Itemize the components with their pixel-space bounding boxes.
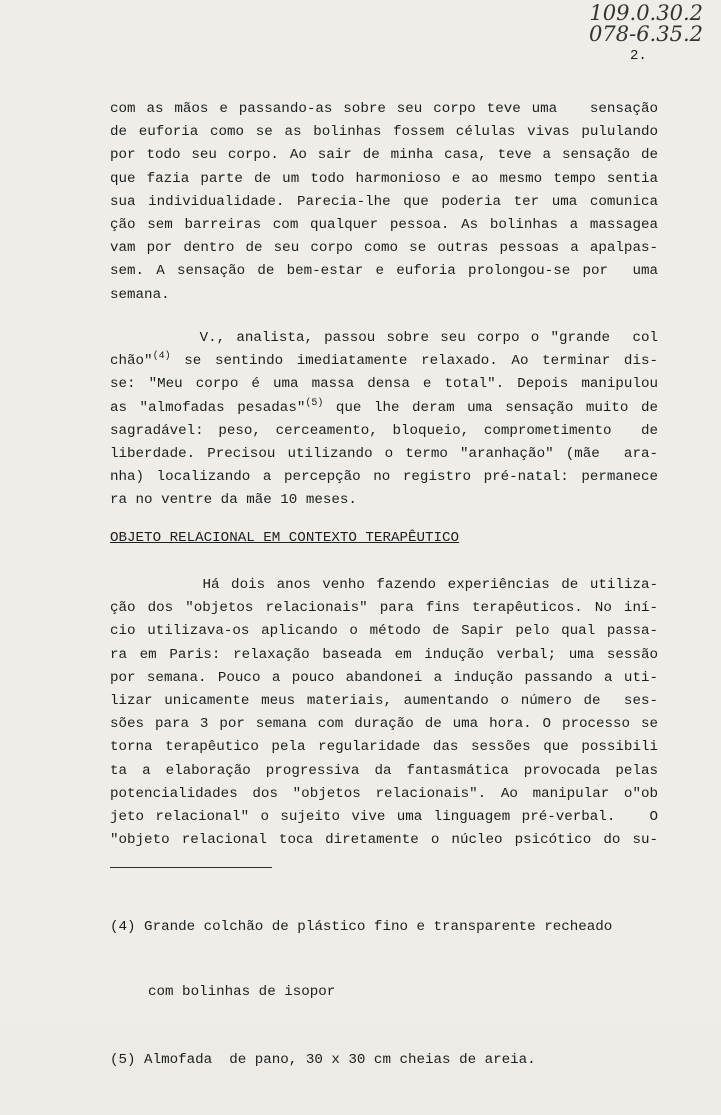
text-line: por todo seu corpo. Ao sair de minha casa, teve a sensação de xyxy=(110,147,658,164)
footnote-ref-4: (4) xyxy=(152,351,171,363)
text-line: potencialidades dos "objetos relacionais". Ao manipular o"ob xyxy=(110,785,658,802)
text-line: ra no ventre da mãe 10 meses. xyxy=(110,492,357,509)
paragraph-3 xyxy=(110,574,658,852)
footnote-4-line-2: com bolinhas de isopor xyxy=(148,983,336,1000)
text-fragment: que lhe deram uma sensação muito de xyxy=(323,399,658,416)
text-fragment: chão" xyxy=(110,353,153,370)
text-line: ção dos "objetos relacionais" para fins terapêuticos. No iní- xyxy=(110,600,658,617)
text-line: sões para 3 por semana com duração de uma hora. O processo se xyxy=(110,716,658,733)
text-line: lizar unicamente meus materiais, aumentando o número de ses- xyxy=(110,693,658,710)
section-heading: OBJETO RELACIONAL EM CONTEXTO TERAPÊUTICO xyxy=(110,530,460,546)
paragraph-1 xyxy=(110,98,658,307)
text-line: torna terapêutico pela regularidade das sessões que possibili xyxy=(110,739,658,756)
text-line: que fazia parte de um todo harmonioso e ao mesmo tempo sentia xyxy=(110,170,658,187)
text-line: sem. A sensação de bem-estar e euforia prolongou-se por uma xyxy=(110,263,658,280)
text-line: por semana. Pouco a pouco abandonei a indução passando a uti- xyxy=(110,669,658,686)
text-line: jeto relacional" o sujeito vive uma linguagem pré-verbal. O xyxy=(110,809,658,826)
footnote-ref-5: (5) xyxy=(305,397,324,409)
text-line xyxy=(110,350,658,373)
footnote-5: (5) Almofada de pano, 30 x 30 cm cheias de areia. xyxy=(110,1052,536,1068)
text-line: ra em Paris: relaxação baseada em indução verbal; uma sessão xyxy=(110,646,658,663)
text-line: vam por dentro de seu corpo como se outras pessoas a apalpas- xyxy=(110,240,658,257)
text-line: semana. xyxy=(110,286,170,303)
text-fragment: as "almofadas pesadas" xyxy=(110,399,306,416)
text-line: sagradável: peso, cerceamento, bloqueio, comprometimento de xyxy=(110,422,658,439)
text-line xyxy=(110,397,658,420)
page-number: 2. xyxy=(630,48,647,64)
text-line: "objeto relacional toca diretamente o núcleo psicótico do su- xyxy=(110,832,658,849)
text-line: Há dois anos venho fazendo experiências de utiliza- xyxy=(110,577,658,593)
text-line: com as mãos e passando-as sobre seu corpo teve uma sensação xyxy=(110,101,658,117)
text-fragment: se sentindo imediatamente relaxado. Ao terminar dis- xyxy=(170,353,658,370)
footnotes xyxy=(110,874,612,1115)
text-line: nha) localizando a percepção no registro pré-natal: permanece xyxy=(110,469,658,486)
text-line: se: "Meu corpo é uma massa densa e total". Depois manipulou xyxy=(110,376,658,393)
text-line: sua individualidade. Parecia-lhe que poderia ter uma comunica xyxy=(110,193,658,210)
paragraph-2 xyxy=(110,327,658,513)
text-line: de euforia como se as bolinhas fossem células vivas pululando xyxy=(110,124,658,141)
footnote-4-line-1: (4) Grande colchão de plástico fino e transparente recheado xyxy=(110,919,613,935)
footnote-divider xyxy=(110,867,272,868)
text-line: cio utilizava-os aplicando o método de Sapir pelo qual passa- xyxy=(110,623,658,640)
text-line: V., analista, passou sobre seu corpo o "grande col xyxy=(110,330,658,346)
text-line: ta a elaboração progressiva da fantasmática provocada pelas xyxy=(110,762,658,779)
text-line: liberdade. Precisou utilizando o termo "aranhação" (mãe ara- xyxy=(110,446,658,463)
handwritten-reference-1: 109.0.30.2 xyxy=(589,1,703,25)
handwritten-reference-2: 078-6.35.2 xyxy=(589,22,703,46)
text-line: ção sem barreiras com qualquer pessoa. As bolinhas a massagea xyxy=(110,217,658,234)
